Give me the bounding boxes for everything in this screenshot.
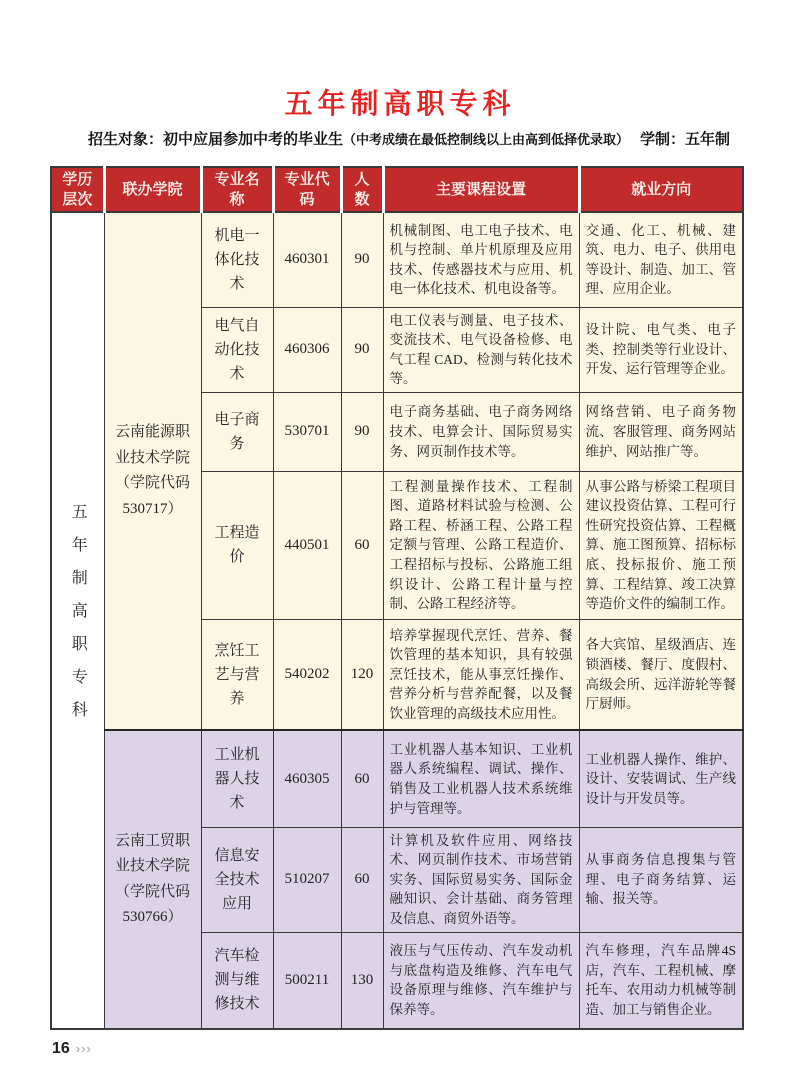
table-header-row [51, 167, 743, 212]
employment-cell: 交通、化工、机械、建筑、电力、电子、供用电等设计、制造、加工、管理、应用企业。 [579, 212, 743, 307]
page-footer [52, 1040, 92, 1058]
header-major-name: 专业名称 [201, 167, 273, 212]
employment-cell: 各大宾馆、星级酒店、连锁酒楼、餐厅、度假村、高级会所、远洋游轮等餐厅厨师。 [579, 619, 743, 730]
major-cell: 汽车检测与维修技术 [201, 932, 273, 1029]
education-level-text: 五年制高职专科 [69, 502, 87, 734]
employment-cell: 从事商务信息搜集与管理、电子商务结算、运输、报关等。 [579, 827, 743, 932]
major-cell: 电子商务 [201, 392, 273, 471]
page-number-marker: ››› [75, 1041, 92, 1056]
code-cell: 460305 [273, 730, 341, 827]
courses-cell: 液压与气压传动、汽车发动机与底盘构造及维修、汽车电气设备原理与维修、汽车维护与保养等。 [383, 932, 579, 1029]
courses-cell: 电工仪表与测量、电子技术、变流技术、电气设备检修、电气工程 CAD、检测与转化技术等。 [383, 307, 579, 392]
courses-cell: 机械制图、电工电子技术、电机与控制、单片机原理及应用技术、传感器技术与应用、机电一体化技术、机电设备等。 [383, 212, 579, 307]
courses-cell: 培养掌握现代烹饪、营养、餐饮管理的基本知识，具有较强烹饪技术，能从事烹饪操作、营养分析与营养配餐，以及餐饮业管理的高级技术应用性。 [383, 619, 579, 730]
table-row [51, 730, 743, 827]
college-cell: 云南能源职业技术学院（学院代码 530717） [104, 212, 201, 730]
code-cell: 530701 [273, 392, 341, 471]
education-level-cell [51, 212, 104, 1029]
header-partner-college: 联办学院 [104, 167, 201, 212]
header-major-code: 专业代码 [273, 167, 341, 212]
employment-cell: 汽车修理，汽车品牌4S店，汽车、工程机械、摩托车、农用动力机械等制造、加工与销售企业。 [579, 932, 743, 1029]
major-cell: 电气自动化技术 [201, 307, 273, 392]
code-cell: 440501 [273, 471, 341, 619]
admission-target-note: （中考成绩在最低控制线以上由高到低择优录取） [343, 132, 630, 147]
count-cell: 90 [341, 307, 383, 392]
table-row [51, 212, 743, 307]
code-cell: 500211 [273, 932, 341, 1029]
college-cell: 云南工贸职业技术学院（学院代码 530766） [104, 730, 201, 1029]
programs-table [50, 166, 744, 1030]
header-enrollment-count: 人数 [341, 167, 383, 212]
code-cell: 460306 [273, 307, 341, 392]
code-cell: 540202 [273, 619, 341, 730]
count-cell: 60 [341, 730, 383, 827]
page-title: 五年制高职专科 [284, 87, 516, 120]
major-cell: 机电一体化技术 [201, 212, 273, 307]
schooling-length-label: 学制：五年制 [640, 131, 731, 148]
count-cell: 130 [341, 932, 383, 1029]
count-cell: 60 [341, 827, 383, 932]
admission-target-line [88, 128, 629, 149]
header-education-level: 学历层次 [51, 167, 104, 212]
courses-cell: 计算机及软件应用、网络技术、网页制作技术、市场营销实务、国际贸易实务、国际金融知识、会计基础、商务管理及信息、商贸外语等。 [383, 827, 579, 932]
count-cell: 120 [341, 619, 383, 730]
employment-cell: 从事公路与桥梁工程项目建议投资估算、工程可行性研究投资估算、工程概算、施工图预算、招标标底、投标报价、施工预算、工程结算、竣工决算等造价文件的编制工作。 [579, 471, 743, 619]
header-main-courses: 主要课程设置 [383, 167, 579, 212]
major-cell: 工程造价 [201, 471, 273, 619]
employment-cell: 设计院、电气类、电子类、控制类等行业设计、开发、运行管理等企业。 [579, 307, 743, 392]
major-cell: 工业机器人技术 [201, 730, 273, 827]
count-cell: 60 [341, 471, 383, 619]
employment-cell: 工业机器人操作、维护、设计、安装调试、生产线设计与开发员等。 [579, 730, 743, 827]
major-cell: 信息安全技术应用 [201, 827, 273, 932]
count-cell: 90 [341, 212, 383, 307]
count-cell: 90 [341, 392, 383, 471]
employment-cell: 网络营销、电子商务物流、客服管理、商务网站维护、网站推广等。 [579, 392, 743, 471]
courses-cell: 工业机器人基本知识、工业机器人系统编程、调试、操作、销售及工业机器人技术系统维护与管理等。 [383, 730, 579, 827]
courses-cell: 工程测量操作技术、工程制图、道路材料试验与检测、公路工程、桥涵工程、公路工程定额与管理、公路工程造价、工程招标与投标、公路施工组织设计、公路工程计量与控制、公路工程经济等。 [383, 471, 579, 619]
header-employment-direction: 就业方向 [579, 167, 743, 212]
major-cell: 烹饪工艺与营养 [201, 619, 273, 730]
code-cell: 510207 [273, 827, 341, 932]
admission-target-label: 招生对象：初中应届参加中考的毕业生 [88, 131, 344, 148]
courses-cell: 电子商务基础、电子商务网络技术、电算会计、国际贸易实务、网页制作技术等。 [383, 392, 579, 471]
code-cell: 460301 [273, 212, 341, 307]
page-number: 16 [52, 1040, 70, 1057]
